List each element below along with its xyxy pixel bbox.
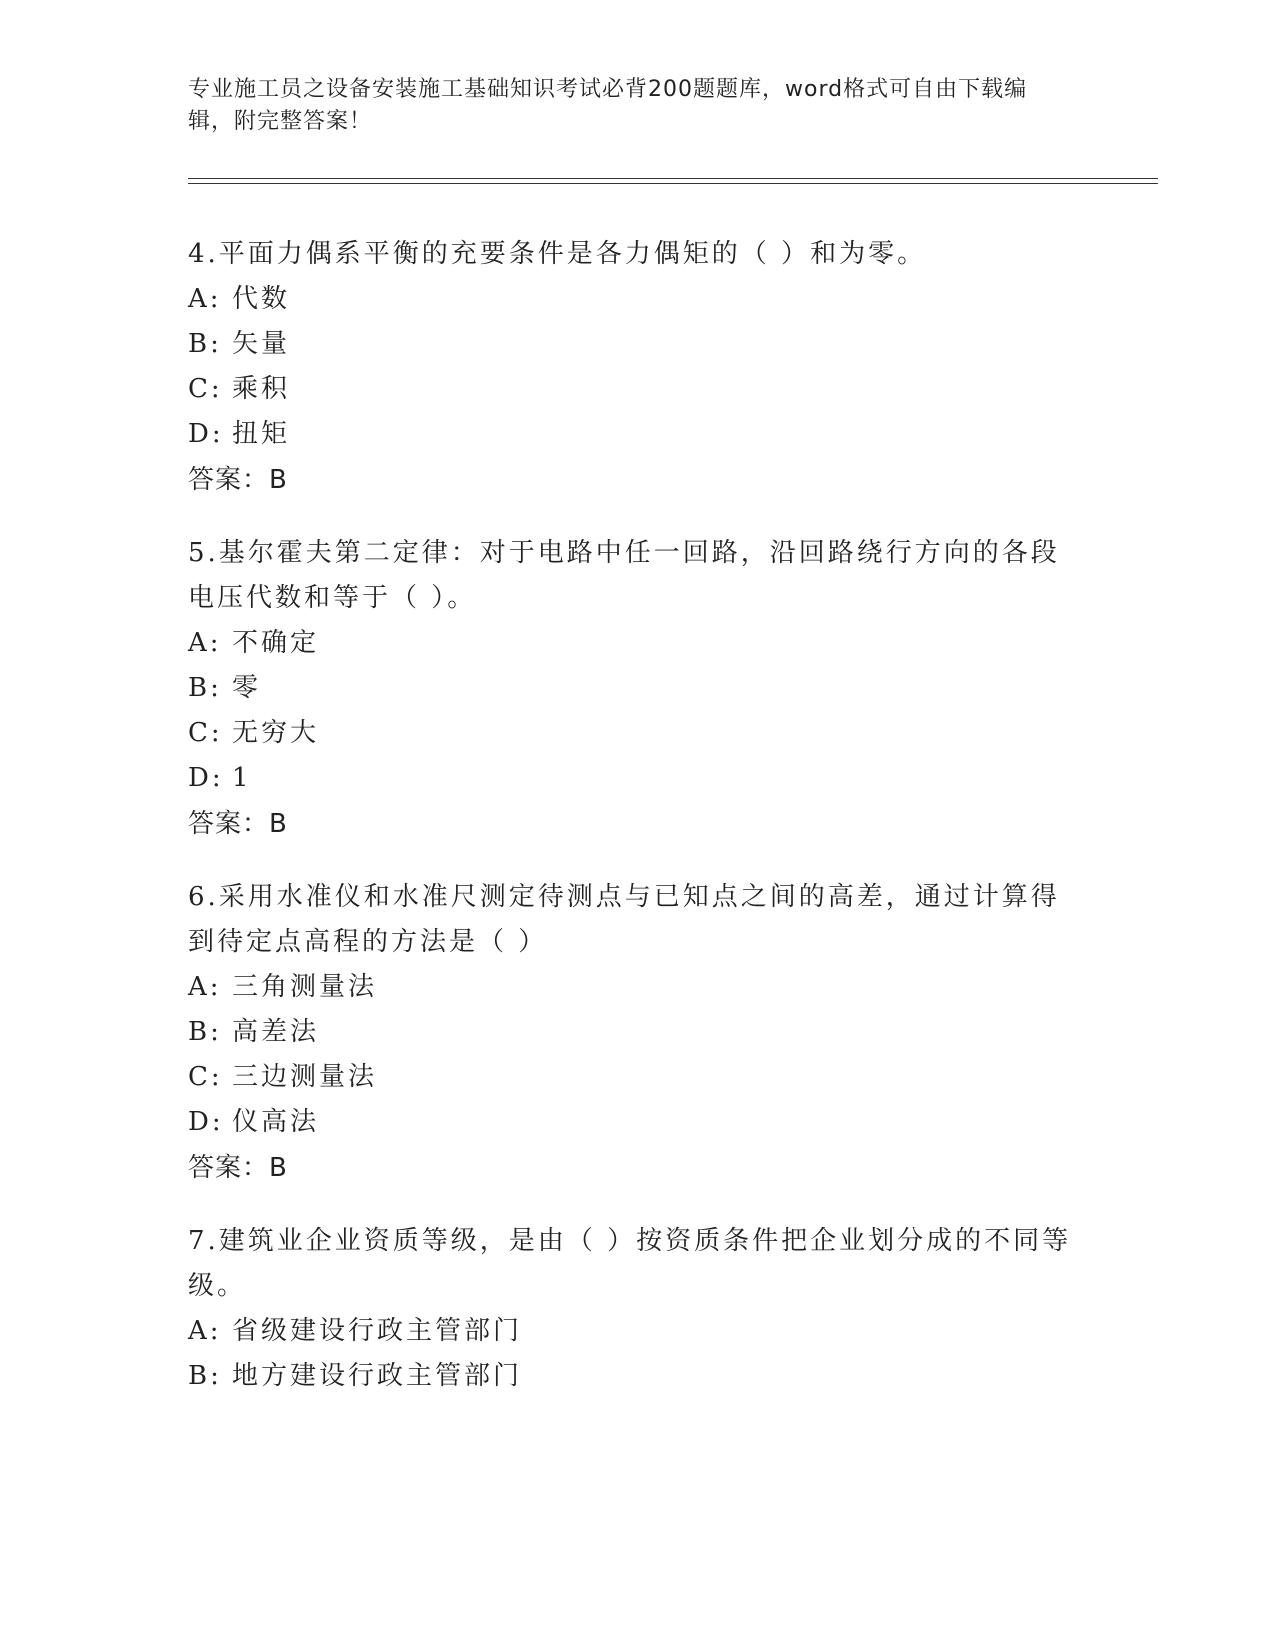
answer-line: 答案：B [188,1153,288,1183]
option-text: 三边测量法 [232,1062,378,1092]
option-d [188,756,1088,801]
option-b [188,322,1088,367]
question-stem: 4.平面力偶系平衡的充要条件是各力偶矩的（ ）和为零。 [188,239,927,269]
option-text: 代数 [232,284,291,314]
option-a [188,277,1088,322]
option-text: 三角测量法 [232,972,378,1002]
answer-line: 答案：B [188,809,288,839]
option-b [188,1010,1088,1055]
option-d [188,412,1088,457]
option-c [188,367,1088,412]
option-key: B: [188,1017,222,1047]
question-4 [188,232,1088,503]
option-c [188,711,1088,756]
option-b [188,1354,1088,1399]
option-key: A: [188,284,222,314]
option-b [188,666,1088,711]
option-a [188,965,1088,1010]
option-text: 高差法 [232,1017,320,1047]
option-text: 扭矩 [232,419,291,449]
option-text: 地方建设行政主管部门 [232,1361,523,1391]
option-text: 乘积 [232,374,291,404]
option-a [188,621,1088,666]
option-text: 不确定 [232,628,320,658]
document-title: 专业施工员之设备安装施工基础知识考试必背200题题库，word格式可自由下载编辑，附完整答案！ [188,77,1028,134]
option-key: B: [188,1361,222,1391]
option-key: A: [188,628,222,658]
option-key: C: [188,1062,223,1092]
option-text: 零 [232,673,262,703]
header-divider [188,178,1158,184]
option-text: 矢量 [232,329,291,359]
option-key: B: [188,329,222,359]
option-key: C: [188,718,223,748]
question-stem: 7.建筑业企业资质等级，是由（ ）按资质条件把企业划分成的不同等级。 [188,1226,1072,1301]
option-key: D: [188,763,224,793]
option-key: A: [188,972,222,1002]
option-text: 无穷大 [232,718,320,748]
question-list [188,232,1088,1427]
question-5 [188,531,1088,847]
option-key: B: [188,673,222,703]
option-text: 仪高法 [232,1107,320,1137]
question-6 [188,875,1088,1191]
option-key: C: [188,374,223,404]
option-text: 1 [232,763,252,793]
option-key: D: [188,1107,224,1137]
question-stem: 5.基尔霍夫第二定律：对于电路中任一回路，沿回路绕行方向的各段电压代数和等于（ ）。 [188,538,1060,613]
question-7 [188,1219,1088,1399]
option-key: D: [188,419,224,449]
option-text: 省级建设行政主管部门 [232,1316,523,1346]
option-c [188,1055,1088,1100]
option-d [188,1100,1088,1145]
option-a [188,1309,1088,1354]
answer-line: 答案：B [188,465,288,495]
question-stem: 6.采用水准仪和水准尺测定待测点与已知点之间的高差，通过计算得到待定点高程的方法是（ ） [188,882,1060,957]
option-key: A: [188,1316,222,1346]
